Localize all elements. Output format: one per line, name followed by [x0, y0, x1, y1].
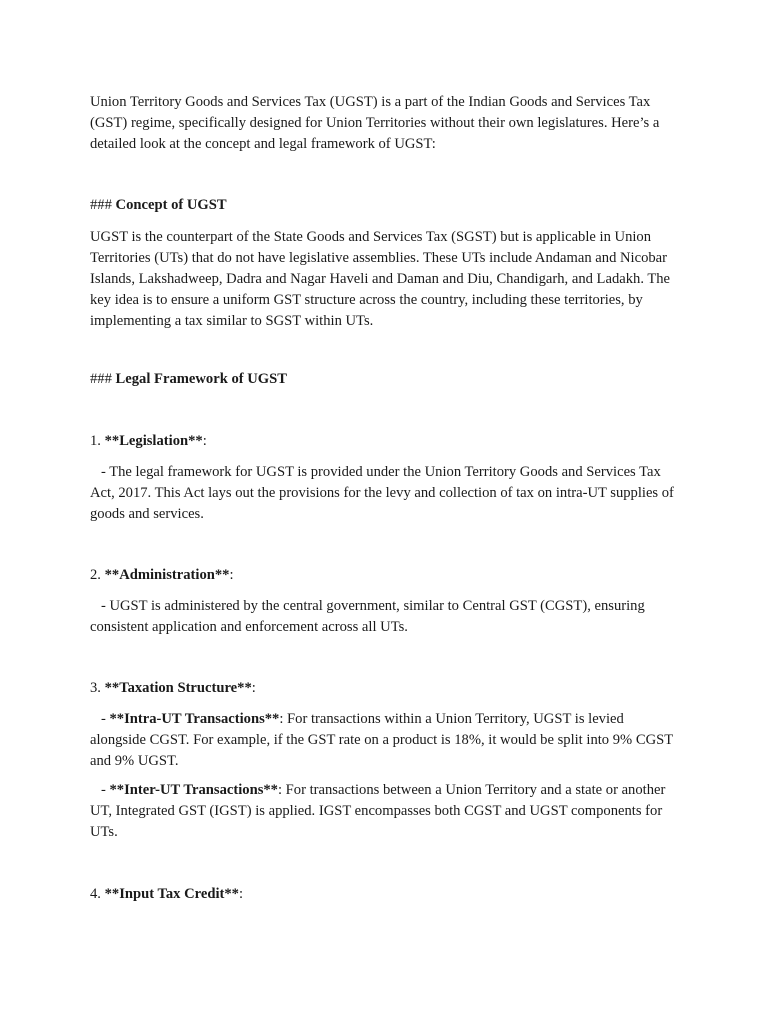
point-bold: **Intra-UT Transactions** — [109, 711, 280, 727]
bullet-lead: - — [90, 782, 110, 798]
concept-heading — [90, 195, 680, 216]
list-item-title: **Administration** — [104, 567, 230, 583]
list-item-legislation — [90, 431, 680, 452]
list-item-title: **Legislation** — [104, 433, 203, 449]
list-item-colon: : — [229, 567, 234, 583]
point-text: The legal framework for UGST is provided under the Union Territory Goods and Services Tax Act, 2017. This Act lays out the provisions for the levy and collection of tax on intra-UT supplies of goods and services. — [90, 464, 678, 522]
point-text: UGST is administered by the central government, similar to Central GST (CGST), ensuring consistent application and enforcement across all UTs. — [90, 598, 649, 635]
point-text: : For transactions within a Union Territory, UGST is levied alongside CGST. For example, if the GST rate on a product is 18%, it would be split into 9% CGST and 9% UGST. — [90, 711, 677, 769]
list-number: 3. — [90, 680, 105, 696]
list-item-input-tax-credit — [90, 884, 680, 905]
concept-heading-text: Concept of UGST — [115, 197, 227, 213]
list-number: 2. — [90, 567, 105, 583]
bullet-lead: - — [90, 711, 110, 727]
list-number: 1. — [90, 433, 105, 449]
legislation-point — [90, 462, 680, 525]
list-item-colon: : — [251, 680, 256, 696]
list-item-colon: : — [202, 433, 207, 449]
list-item-taxation-structure — [90, 678, 680, 699]
list-item-administration — [90, 565, 680, 586]
heading-marker: ### — [90, 197, 116, 213]
intra-ut-point — [90, 709, 680, 772]
list-item-colon: : — [238, 886, 244, 902]
inter-ut-point — [90, 780, 680, 843]
point-text: : For transactions between a Union Territory and a state or another UT, Integrated GST (IGST) is applied. IGST encompasses both CGST and UGST components for UTs. — [90, 782, 669, 840]
intro-paragraph: Union Territory Goods and Services Tax (UGST) is a part of the Indian Goods and Services Tax (GST) regime, specifically designed for Union Territories without their own legislatures. Here’s a detailed look at the concept and legal framework of UGST: — [90, 94, 660, 152]
legal-framework-heading-text: Legal Framework of UGST — [115, 371, 288, 387]
concept-paragraph: UGST is the counterpart of the State Goods and Services Tax (SGST) but is applicable in Union Territories (UTs) that do not have legislative assemblies. These UTs include Andaman and Nicobar Islands, Lakshadweep, Dadra and Nagar Haveli and Daman and Diu, Chandigarh, and Ladakh. The key idea is to ensure a uniform GST structure across the country, including these territories, by implementing a tax similar to SGST within UTs. — [90, 229, 671, 329]
heading-marker: ### — [90, 371, 116, 387]
list-number: 4. — [90, 886, 105, 902]
point-bold: **Inter-UT Transactions** — [109, 782, 278, 798]
administration-point — [90, 596, 680, 638]
bullet-lead: - — [90, 598, 110, 614]
list-item-title: **Taxation Structure** — [104, 680, 252, 696]
legal-framework-heading — [90, 369, 680, 390]
bullet-lead: - — [90, 464, 110, 480]
list-item-title: **Input Tax Credit** — [104, 886, 239, 902]
